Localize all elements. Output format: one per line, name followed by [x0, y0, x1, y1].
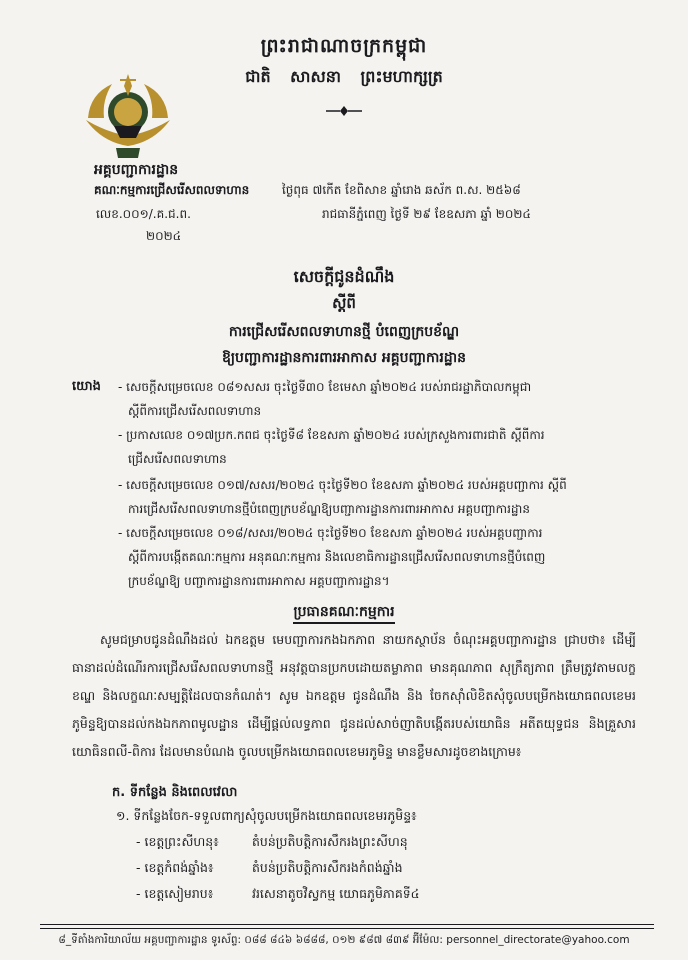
reference-item-1-line-2: ស្តីពីការជ្រើសរើសពលទាហាន — [128, 404, 262, 418]
reference-item-3-line-2: ការជ្រើសរើសពលទាហានថ្មីបំពេញក្របខ័ណ្ឌឱ្យបញ្ជាការដ្ឋានការពារអាកាស អគ្គបញ្ជាការដ្ឋាន — [128, 502, 530, 516]
subject-line-2: ឱ្យបញ្ជាការដ្ឋានការពារអាកាស អគ្គបញ្ជាការដ្ឋាន — [222, 350, 466, 366]
department-name: អគ្គបញ្ជាការដ្ឋាន — [94, 162, 179, 178]
reference-item-4-line-2: ស្តីពីការបង្កើតគណៈកម្មការ អនុគណៈកម្មការ និងលេខាធិការដ្ឋានជ្រើសរើសពលទាហានថ្មីបំពេញ — [128, 550, 546, 564]
reference-item-1-line-1: - សេចក្តីសម្រេចលេខ ០៨១សសរ ចុះថ្ងៃទី៣០ ខែមេសា ឆ្នាំ២០២៤ របស់រាជរដ្ឋាភិបាលកម្ពុជា — [118, 380, 532, 394]
reference-year: ២០២៤ — [146, 229, 182, 243]
location-place: តំបន់ប្រតិបត្តិការសឹករងកំពង់ឆ្នាំង — [251, 860, 403, 875]
subject-line-1: ការជ្រើសរើសពលទាហានថ្មី បំពេញក្របខ័ណ្ឌ — [228, 324, 460, 340]
reference-item-2-line-2: ជ្រើសរើសពលទាហាន — [128, 452, 227, 466]
reference-number: លេខ.០០១/.គ.ជ.ព. — [96, 207, 191, 221]
reference-item-4-line-3: ក្របខ័ណ្ឌឱ្យ បញ្ជាការដ្ឋានការពារអាកាស អគ្គបញ្ជាការដ្ឋាន។ — [128, 574, 390, 588]
location-row — [136, 886, 420, 905]
divider-ornament-icon — [324, 104, 364, 118]
location-province: - ខេត្តសៀមរាប៖ — [136, 886, 214, 901]
place-and-date: រាជធានីភ្នំពេញ ថ្ងៃទី ២៩ ខែឧសភា ឆ្នាំ ២០២៤ — [322, 207, 531, 221]
footer-contact: ៨_ទីតាំងការិយាល័យ អគ្គបញ្ជាការដ្ឋាន ទូរស័ព្ទ: ០៨៨ ៨៤៦ ៦៨៨៨, ០១២ ៩៨៧ ៨៣៩ អ៊ីម៉ែល: personnel_directorate@yahoo.com — [58, 934, 630, 946]
kingdom-title: ព្រះរាជាណាចក្រកម្ពុជា — [260, 35, 428, 57]
reference-item-4-line-1: - សេចក្តីសម្រេចលេខ ០១៨/សសរ/២០២៤ ចុះថ្ងៃទី២០ ខែឧសភា ឆ្នាំ២០២៤ របស់អគ្គបញ្ជាការ — [118, 526, 543, 540]
lunar-date: ថ្ងៃពុធ ៧កើត ខែពិសាខ ឆ្នាំរោង ឆស័ក ព.ស. ២៥៦៨ — [282, 183, 521, 197]
footer-divider — [40, 924, 654, 925]
national-motto: ជាតិ សាសនា ព្រះមហាក្សត្រ — [245, 67, 443, 86]
location-place: តំបន់ប្រតិបត្តិការសឹករងព្រះសីហនុ — [251, 834, 408, 849]
committee-name: គណៈកម្មការជ្រើសរើសពលទាហាន — [94, 183, 250, 197]
military-emblem-icon — [76, 70, 180, 162]
location-place: វរសេនាតូចវិស្វកម្ម យោធភូមិភាគទី៤ — [251, 886, 420, 901]
location-row — [136, 860, 403, 879]
references-label: យោង — [72, 379, 101, 394]
notice-title: សេចក្តីជូនដំណឹង — [293, 267, 395, 286]
reference-item-2-line-1: - ប្រកាសលេខ ០១៧ប្រក.កពជ ចុះថ្ងៃទី៨ ខែឧសភា ឆ្នាំ២០២៤ របស់ក្រសួងការពារជាតិ ស្តីពីការ — [118, 428, 545, 442]
about-label: ស្តីពី — [332, 294, 356, 312]
footer-divider-thin — [40, 928, 654, 929]
location-row — [136, 834, 408, 853]
location-province: - ខេត្តព្រះសីហនុ៖ — [136, 834, 219, 849]
section-heading-text: ប្រធានគណៈកម្មការ — [293, 604, 394, 624]
item-1-heading: ១. ទីកន្លែងចែក-ទទួលពាក្យសុំចូលបម្រើកងយោធពលខេមរភូមិន្ទ៖ — [116, 808, 417, 823]
section-heading — [0, 602, 688, 623]
location-province: - ខេត្តកំពង់ឆ្នាំង៖ — [136, 860, 214, 875]
subsection-heading: ក. ទីកន្លែង និងពេលវេលា — [112, 785, 238, 800]
body-paragraph: សូមជម្រាបជូនដំណឹងដល់ ឯកឧត្តម មេបញ្ជាការកងឯកភាព នាយកស្ថាប័ន ចំណុះអគ្គបញ្ជាការដ្ឋាន ជ្រាបថា៖ ដើម្បីធានាដល់ដំណើរការជ្រើសរើសពលទាហានថ្មី អនុវត្តបានប្រកបដោយតម្លាភាព មានគុណភាព សុក្រឹត្យភាព ត្រឹមត្រូវតាមលក្ខខណ្ឌ និងលក្ខណៈសម្បត្តិដែលបានកំណត់។ សូម ឯកឧត្តម ជូនដំណឹង និង ចែកស៊ាំលិខិតសុំចូលបម្រើកងយោធពលខេមរភូមិន្ទឱ្យបានដល់កងឯកភាពមូលដ្ឋាន ដើម្បីផ្តល់លទ្ធភាព ជូនដល់សាច់ញាតិបង្កើតរបស់យោធិន អតីតយុទ្ធជន និងគ្រួសារយោធិនពលី-ពិការ ដែលមានបំណង ចូលបម្រើកងយោធពលខេមរភូមិន្ទ មានខ្លឹមសារដូចខាងក្រោម៖ — [72, 632, 636, 759]
reference-item-3-line-1: - សេចក្តីសម្រេចលេខ ០១៧/សសរ/២០២៤ ចុះថ្ងៃទី២០ ខែឧសភា ឆ្នាំ២០២៤ របស់អគ្គបញ្ជាការ ស្តីពី — [118, 478, 567, 492]
